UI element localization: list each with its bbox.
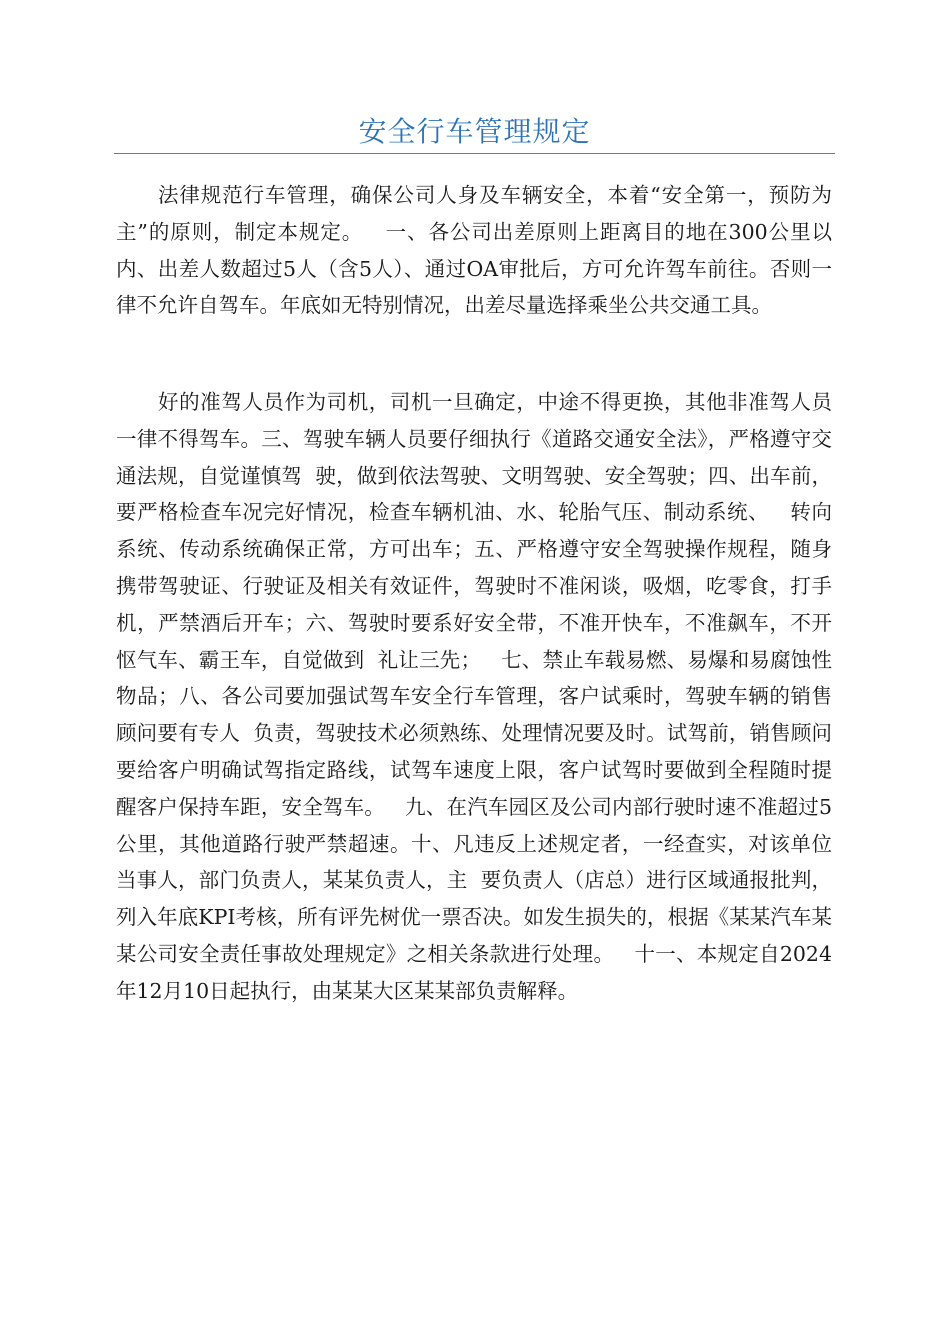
title-underline [114, 153, 835, 154]
body-paragraph-2: 好的准驾人员作为司机，司机一旦确定，中途不得更换，其他非准驾人员一律不得驾车。三、驾驶车辆人员要仔细执行《道路交通安全法》，严格遵守交通法规，自觉谨慎驾 驶，做到依法驾驶、文明驾驶、安全驾驶；四、出车前，要严格检查车况完好情况，检查车辆机油、水、轮胎气压、制动系统、 转向系统、传动系统确保正常，方可出车；五、严格遵守安全驾驶操作规程，随身携带驾驶证、行驶证及相关有效证件，驾驶时不准闲谈，吸烟，吃零食，打手机，严禁酒后开车；六、驾驶时要系好安全带，不准开快车，不准飙车，不开怄气车、霸王车，自觉做到 礼让三先； 七、禁止车载易燃、易爆和易腐蚀性物品；八、各公司要加强试驾车安全行车管理，客户试乘时，驾驶车辆的销售顾问要有专人 负责，驾驶技术必须熟练、处理情况要及时。试驾前，销售顾问要给客户明确试驾指定路线，试驾车速度上限，客户试驾时要做到全程随时提醒客户保持车距，安全驾车。 九、在汽车园区及公司内部行驶时速不准超过5公里，其他道路行驶严禁超速。十、凡违反上述规定者，一经查实，对该单位当事人，部门负责人，某某负责人，主 要负责人（店总）进行区域通报批判，列入年底KPI考核，所有评先树优一票否决。如发生损失的，根据《某某汽车某某公司安全责任事故处理规定》之相关条款进行处理。 十一、本规定自2024年12月10日起执行，由某某大区某某部负责解释。 [116, 390, 832, 1003]
document-title: 安全行车管理规定 [358, 115, 591, 148]
body-paragraph-1: 法律规范行车管理，确保公司人身及车辆安全，本着“安全第一，预防为主”的原则，制定本规定。 一、各公司出差原则上距离目的地在300公里以内、出差人数超过5人（含5人）、通过OA审批后，方可允许驾车前往。否则一律不允许自驾车。年底如无特别情况，出差尽量选择乘坐公共交通工具。 [116, 183, 832, 318]
